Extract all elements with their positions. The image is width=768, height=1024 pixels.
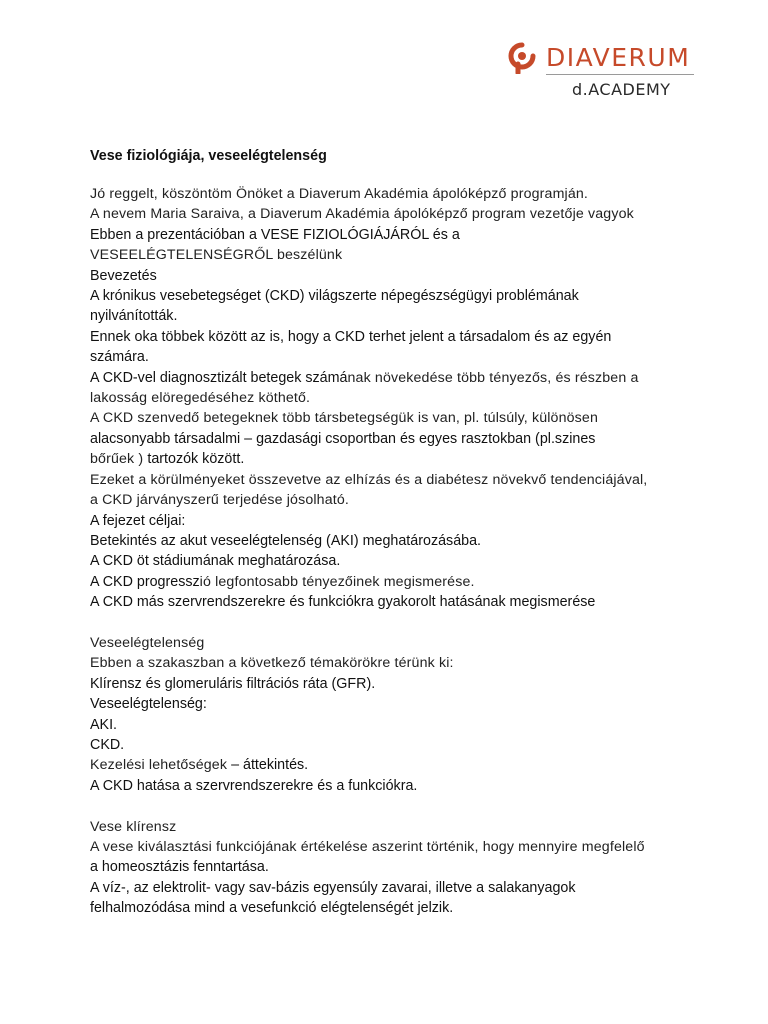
logo-brand-text: DIAVERUM (546, 43, 691, 72)
logo-divider (546, 74, 694, 75)
logo-sub-text: d.ACADEMY (572, 80, 671, 99)
spacer (90, 796, 690, 816)
diaverum-logo (508, 38, 694, 102)
list-item: AKI. (90, 716, 118, 733)
text-line: Ennek oka többek között az is, hogy a CKD terhet jelent a társadalom és az egyén (90, 328, 612, 345)
text-line: Ezeket a körülményeket összevetve az elhízás és a diabétesz növekvő tendenciájával, (90, 471, 648, 488)
text-line: Ebben a szakaszban a következő témakörökre térünk ki: (90, 655, 454, 672)
text-line: A víz-, az elektrolit- vagy sav-bázis egyensúly zavarai, illetve a salakanyagok (90, 879, 576, 896)
document-body (90, 146, 690, 919)
list-item: A CKD hatása a szervrendszerekre és a funkciókra. (90, 777, 418, 794)
section-heading: Veseelégtelenség (90, 634, 205, 651)
text-segment: nak növekedése több tényezős, és részben a (347, 369, 639, 386)
text-line: a homeosztázis fenntartása. (90, 859, 269, 876)
text-line: Jó reggelt, köszöntöm Önöket a Diaverum Akadémia ápolóképző programján. (90, 186, 589, 202)
text-segment: – áttekintés. (227, 757, 309, 774)
section-heading: Vese klírensz (90, 818, 177, 835)
list-item: Betekintés az akut veseelégtelenség (AKI) meghatározásába. (90, 532, 482, 549)
text-line: számára. (90, 349, 149, 366)
text-line: felhalmozódása mind a vesefunkció elégtelenségét jelzik. (90, 900, 454, 917)
list-item: Klírensz és glomeruláris filtrációs ráta (GFR). (90, 675, 376, 692)
text-segment: bőrűek ) (90, 451, 148, 468)
text-segment: A CKD-vel diagnosztizált betegek számá (90, 369, 348, 386)
text-line (90, 449, 690, 469)
document-title: Vese fiziológiája, veseelégtelenség (90, 148, 327, 164)
text-segment: ió legfontosabb tényezőinek megismerése. (199, 573, 475, 590)
text-line (90, 368, 690, 388)
text-line: lakosság elöregedéséhez köthető. (90, 390, 311, 407)
text-line: VESEELÉGTELENSÉGRŐL beszélünk (90, 247, 343, 264)
text-line: Ebben a prezentációban a VESE FIZIOLÓGIÁJÁRÓL és a (90, 226, 460, 243)
spacer (90, 613, 690, 633)
text-line: alacsonyabb társadalmi – gazdasági csoportban és egyes rasztokban (pl.szines (90, 430, 596, 447)
text-segment: A CKD progressz (90, 573, 200, 590)
list-item: Veseelégtelenség: (90, 696, 207, 713)
subheading: A fejezet céljai: (90, 512, 186, 529)
list-item: A CKD öt stádiumának meghatározása. (90, 553, 341, 570)
list-item: A CKD más szervrendszerekre és funkciókra gyakorolt hatásának megismerése (90, 594, 596, 611)
text-line: nyilvánították. (90, 308, 178, 325)
list-item (90, 572, 690, 592)
list-item: CKD. (90, 736, 125, 753)
text-line: A nevem Maria Saraiva, a Diaverum Akadémia ápolóképző program vezetője vagyok (90, 206, 634, 223)
text-segment: tartozók között. (147, 451, 245, 468)
diaverum-logo-icon (508, 42, 536, 74)
text-line: A krónikus vesebetegséget (CKD) világszerte népegészségügyi problémának (90, 288, 579, 305)
list-item (90, 755, 690, 775)
text-line: a CKD járványszerű terjedése jósolható. (90, 492, 349, 509)
text-line: A vese kiválasztási funkciójának értékelése aszerint történik, hogy mennyire megfelelő (90, 838, 645, 855)
subheading: Bevezetés (90, 267, 157, 284)
text-line: A CKD szenvedő betegeknek több társbetegségük is van, pl. túlsúly, különösen (90, 410, 599, 427)
text-segment: Kezelési lehetőségek (90, 757, 228, 774)
